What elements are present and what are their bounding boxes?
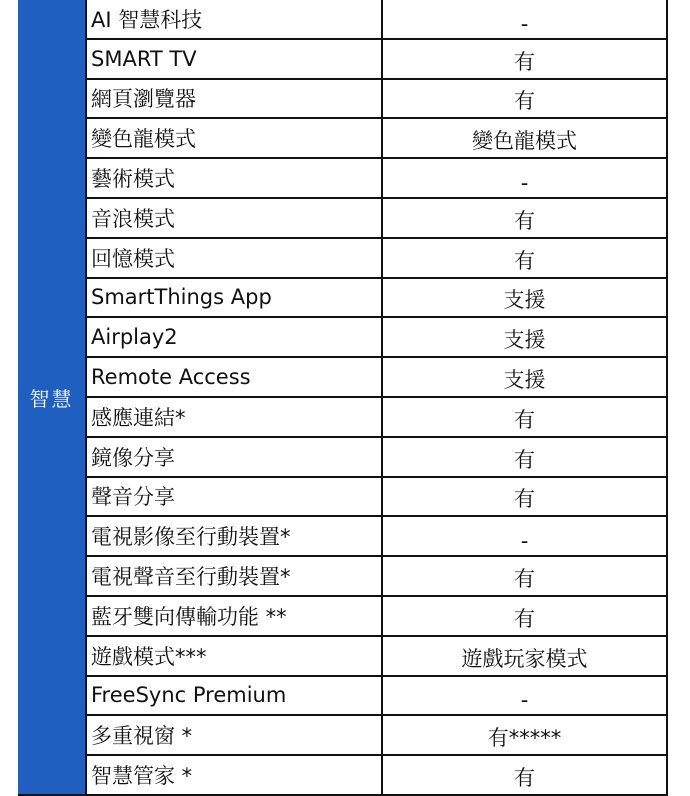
table-row bbox=[87, 398, 666, 438]
feature-value: 有 bbox=[514, 248, 535, 273]
table-row bbox=[87, 279, 666, 319]
feature-name: Airplay2 bbox=[87, 318, 383, 356]
table-row bbox=[87, 0, 666, 40]
feature-value: 有 bbox=[514, 566, 535, 591]
spec-rows bbox=[87, 0, 668, 794]
feature-name: 多重視窗 * bbox=[87, 716, 383, 754]
table-row bbox=[87, 756, 666, 794]
table-row bbox=[87, 318, 666, 358]
feature-value: 有 bbox=[514, 208, 535, 233]
table-row bbox=[87, 478, 666, 518]
feature-name: 感應連結* bbox=[87, 398, 383, 436]
feature-value: 支援 bbox=[503, 367, 546, 392]
feature-value: 有 bbox=[514, 447, 535, 472]
feature-name: SMART TV bbox=[87, 40, 383, 78]
feature-name: 電視影像至行動裝置* bbox=[87, 517, 383, 555]
feature-name: 藝術模式 bbox=[87, 159, 383, 197]
feature-value: 遊戲玩家模式 bbox=[461, 646, 588, 671]
table-row bbox=[87, 40, 666, 80]
category-label: 智慧 bbox=[18, 0, 87, 794]
feature-value: 有 bbox=[514, 49, 535, 74]
feature-name: 藍牙雙向傳輸功能 ** bbox=[87, 597, 383, 635]
feature-name: 電視聲音至行動裝置* bbox=[87, 557, 383, 595]
feature-value: - bbox=[520, 170, 529, 195]
feature-name: 變色龍模式 bbox=[87, 119, 383, 157]
table-row bbox=[87, 119, 666, 159]
table-row bbox=[87, 716, 666, 756]
table-row bbox=[87, 517, 666, 557]
table-row bbox=[87, 358, 666, 398]
feature-name: SmartThings App bbox=[87, 279, 383, 317]
table-row bbox=[87, 557, 666, 597]
table-row bbox=[87, 637, 666, 677]
feature-name: 音浪模式 bbox=[87, 199, 383, 237]
feature-value: - bbox=[520, 11, 529, 36]
table-row bbox=[87, 597, 666, 637]
feature-name: 回憶模式 bbox=[87, 239, 383, 277]
feature-name: FreeSync Premium bbox=[87, 677, 383, 715]
feature-value: 變色龍模式 bbox=[472, 129, 577, 154]
feature-value: 有***** bbox=[487, 726, 562, 751]
table-row bbox=[87, 677, 666, 717]
feature-value: 支援 bbox=[503, 288, 546, 313]
feature-value: - bbox=[520, 688, 529, 713]
feature-name: AI 智慧科技 bbox=[87, 0, 383, 38]
feature-value: - bbox=[520, 529, 529, 554]
table-row bbox=[87, 80, 666, 120]
feature-value: 有 bbox=[514, 407, 535, 432]
table-row bbox=[87, 199, 666, 239]
table-row bbox=[87, 239, 666, 279]
feature-value: 有 bbox=[514, 606, 535, 631]
feature-name: Remote Access bbox=[87, 358, 383, 396]
feature-value: 有 bbox=[514, 89, 535, 114]
feature-name: 網頁瀏覽器 bbox=[87, 80, 383, 118]
table-row bbox=[87, 438, 666, 478]
feature-value: 支援 bbox=[503, 328, 546, 353]
table-row bbox=[87, 159, 666, 199]
feature-name: 鏡像分享 bbox=[87, 438, 383, 476]
feature-value: 有 bbox=[514, 487, 535, 512]
feature-name: 智慧管家 * bbox=[87, 756, 383, 794]
feature-name: 聲音分享 bbox=[87, 478, 383, 516]
feature-name: 遊戲模式*** bbox=[87, 637, 383, 675]
spec-table bbox=[18, 0, 668, 796]
feature-value: 有 bbox=[514, 765, 535, 790]
